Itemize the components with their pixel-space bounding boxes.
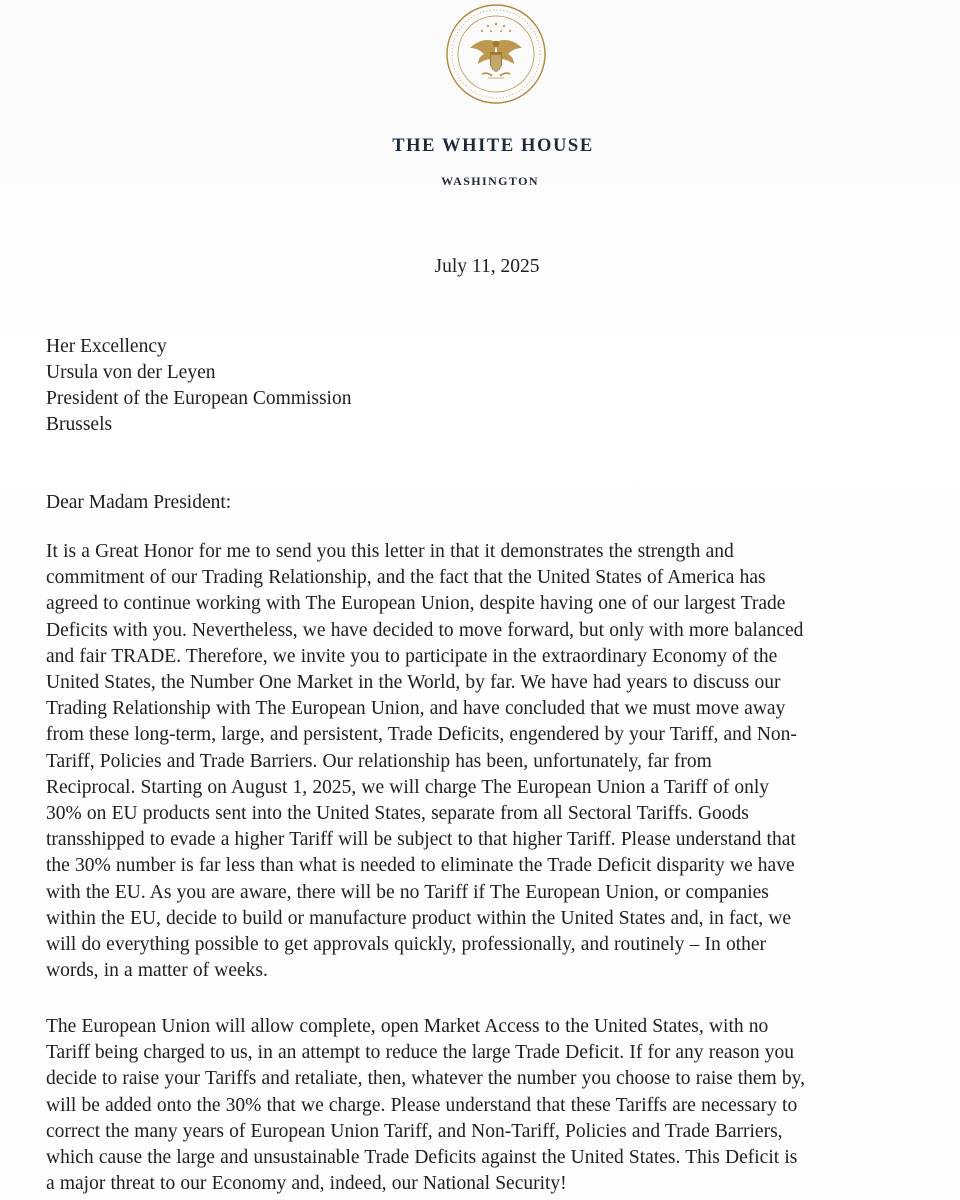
- text-line: agreed to continue working with The European Union, despite having one of our largest Trade: [46, 593, 786, 615]
- text-line: transshipped to evade a higher Tariff will be subject to that higher Tariff. Please understand that: [46, 829, 796, 851]
- text-line: 30% on EU products sent into the United States, separate from all Sectoral Tariffs. Goods: [46, 803, 749, 825]
- text-line: within the EU, decide to build or manufacture product within the United States and, in fact, we: [46, 907, 792, 929]
- text-line: a major threat to our Economy and, indeed, our National Security!: [46, 1173, 567, 1195]
- text-line: and fair TRADE. Therefore, we invite you to participate in the extraordinary Economy of the: [46, 645, 778, 667]
- text-line: Tariff being charged to us, in an attempt to reduce the large Trade Deficit. If for any reason you: [46, 1042, 795, 1064]
- text-line: The European Union will allow complete, open Market Access to the United States, with no: [46, 1016, 769, 1037]
- text-line: with the EU. As you are aware, there will be no Tariff if The European Union, or companies: [46, 881, 769, 903]
- salutation: Dear Madam President:: [46, 492, 232, 513]
- recipient-title: President of the European Commission: [46, 388, 352, 409]
- recipient-name: Ursula von der Leyen: [46, 362, 216, 383]
- text-line: United States, the Number One Market in the World, by far. We have had years to discuss our: [46, 672, 781, 694]
- text-line: from these long-term, large, and persistent, Trade Deficits, engendered by your Tariff, and Non-: [46, 724, 797, 746]
- text-line: correct the many years of European Union Tariff, and Non-Tariff, Policies and Trade Barriers,: [46, 1120, 783, 1142]
- text-line: Tariff, Policies and Trade Barriers. Our relationship has been, unfortunately, far from: [46, 750, 712, 772]
- text-line: decide to raise your Tariffs and retaliate, then, whatever the number you choose to raise them by,: [46, 1068, 805, 1090]
- text-line: the 30% number is far less than what is needed to eliminate the Trade Deficit disparity we have: [46, 855, 795, 877]
- text-line: words, in a matter of weeks.: [46, 960, 268, 982]
- letterhead-subtitle: WASHINGTON: [441, 174, 539, 188]
- text-line: will do everything possible to get approvals quickly, professionally, and routinely – In other: [46, 934, 767, 956]
- body-paragraph-1: [46, 539, 906, 984]
- letter-date: July 11, 2025: [434, 256, 540, 277]
- recipient-city: Brussels: [46, 414, 113, 435]
- text-line: which cause the large and unsustainable Trade Deficits against the United States. This Deficit is: [46, 1147, 798, 1169]
- body-paragraph-2: [46, 1014, 906, 1197]
- presidential-seal-icon: [444, 2, 548, 106]
- text-line: It is a Great Honor for me to send you this letter in that it demonstrates the strength and: [46, 541, 734, 562]
- text-line: Trading Relationship with The European Union, and have concluded that we must move away: [46, 698, 786, 720]
- text-line: commitment of our Trading Relationship, and the fact that the United States of America has: [46, 567, 766, 589]
- recipient-line: Her Excellency: [46, 336, 167, 357]
- text-line: Deficits with you. Nevertheless, we have decided to move forward, but only with more balanced: [46, 619, 804, 641]
- text-line: Reciprocal. Starting on August 1, 2025, we will charge The European Union a Tariff of only: [46, 776, 770, 798]
- text-line: will be added onto the 30% that we charge. Please understand that these Tariffs are necessary to: [46, 1094, 798, 1116]
- recipient-address: [46, 334, 351, 438]
- letterhead-title: THE WHITE HOUSE: [392, 136, 594, 156]
